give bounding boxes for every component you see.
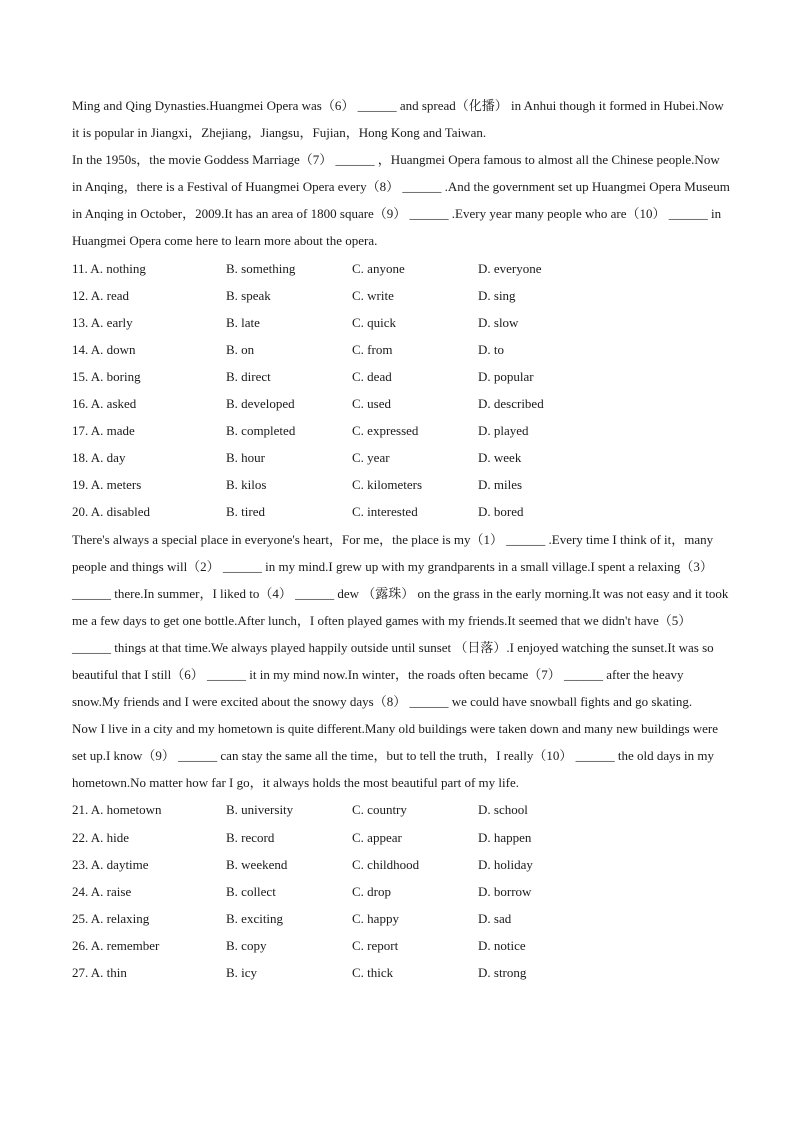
question-row — [72, 444, 732, 471]
option-d: D. happen — [478, 829, 532, 845]
option-c: C. childhood — [352, 856, 420, 872]
option-b: B. hour — [226, 450, 265, 466]
option-a: 24. A. raise — [72, 883, 132, 899]
option-a: 20. A. disabled — [72, 504, 150, 520]
option-c: C. anyone — [352, 260, 405, 276]
question-row — [72, 796, 732, 823]
option-c: C. drop — [352, 883, 391, 899]
option-b: B. tired — [226, 504, 265, 520]
question-list-11-20 — [72, 255, 732, 526]
option-d: D. strong — [478, 965, 527, 980]
option-b: B. copy — [226, 937, 267, 953]
option-b: B. weekend — [226, 856, 288, 872]
document-page — [72, 92, 732, 986]
option-b: B. record — [226, 829, 275, 845]
option-a: 26. A. remember — [72, 937, 160, 953]
option-d: D. notice — [478, 937, 526, 953]
option-c: C. kilometers — [352, 477, 423, 493]
option-a: 15. A. boring — [72, 368, 141, 384]
question-row — [72, 905, 732, 932]
option-d: D. holiday — [478, 856, 533, 872]
question-row — [72, 309, 732, 336]
option-d: D. sad — [478, 910, 512, 926]
option-c: C. happy — [352, 910, 399, 926]
option-b: B. kilos — [226, 477, 267, 493]
option-b: B. speak — [226, 287, 271, 303]
option-d: D. described — [478, 396, 544, 412]
option-a: 25. A. relaxing — [72, 910, 150, 926]
option-b: B. late — [226, 314, 260, 330]
option-c: C. expressed — [352, 423, 419, 439]
option-d: D. to — [478, 341, 504, 357]
option-c: C. dead — [352, 368, 392, 384]
option-a: 27. A. thin — [72, 965, 127, 980]
option-a: 22. A. hide — [72, 829, 130, 845]
option-d: D. everyone — [478, 260, 542, 276]
option-c: C. thick — [352, 965, 394, 980]
question-row — [72, 471, 732, 498]
option-a: 17. A. made — [72, 423, 135, 439]
option-b: B. university — [226, 802, 294, 818]
passage2-paragraph-1: There's always a special place in everyone's heart，For me，the place is my（1） ______ .Every time I think of it，many people and things will（2） ______ in my mind.I grew up with my grandparents in a small village.I spent a relaxing（3） ______ there.In summer，I liked to（4） ______ dew （露珠） on the grass in the early morning.It was not easy and it took me a few days to get one bottle.After lunch，I often played games with my friends.It seemed that we didn't have（5） ______ things at that time.We always played happily outside until sunset （日落）.I enjoyed watching the sunset.It was so beautiful that I still（6） ______ it in my mind now.In winter，the roads often became（7） ______ after the heavy snow.My friends and I were excited about the snowy days（8） ______ we could have snowball fights and go skating. — [72, 531, 729, 710]
option-a: 21. A. hometown — [72, 802, 162, 818]
option-c: C. country — [352, 802, 407, 818]
question-row — [72, 824, 732, 851]
option-c: C. write — [352, 287, 394, 303]
question-row — [72, 255, 732, 282]
option-b: B. exciting — [226, 910, 284, 926]
question-row — [72, 336, 732, 363]
option-d: D. school — [478, 802, 528, 818]
question-list-21-27 — [72, 796, 732, 986]
option-c: C. from — [352, 341, 393, 357]
question-row — [72, 851, 732, 878]
option-a: 18. A. day — [72, 450, 126, 466]
option-b: B. collect — [226, 883, 276, 899]
question-row — [72, 932, 732, 959]
option-d: D. borrow — [478, 883, 532, 899]
option-d: D. slow — [478, 314, 519, 330]
option-c: C. year — [352, 450, 390, 466]
option-b: B. something — [226, 260, 296, 276]
option-a: 19. A. meters — [72, 477, 142, 493]
option-d: D. bored — [478, 504, 524, 520]
option-a: 23. A. daytime — [72, 856, 149, 872]
option-a: 13. A. early — [72, 314, 133, 330]
option-b: B. on — [226, 341, 255, 357]
option-a: 16. A. asked — [72, 396, 137, 412]
option-d: D. sing — [478, 287, 516, 303]
option-b: B. direct — [226, 368, 271, 384]
option-d: D. week — [478, 450, 522, 466]
question-row — [72, 417, 732, 444]
option-d: D. popular — [478, 368, 534, 384]
option-a: 11. A. nothing — [72, 260, 146, 276]
question-row — [72, 878, 732, 905]
option-b: B. developed — [226, 396, 295, 412]
option-b: B. icy — [226, 965, 258, 980]
option-c: C. quick — [352, 314, 397, 330]
question-row — [72, 498, 732, 525]
option-c: C. appear — [352, 829, 402, 845]
passage2-paragraph-2: Now I live in a city and my hometown is quite different.Many old buildings were taken down and many new buildings were set up.I know（9） ______ can stay the same all the time，but to tell the truth，I really（10） ______ the old days in my hometown.No matter how far I go，it always holds the most beautiful part of my life. — [72, 721, 719, 791]
passage1-paragraph-2: In the 1950s，the movie Goddess Marriage（7） ______ ，Huangmei Opera famous to almost all the Chinese people.Now in Anqing，there is a Festival of Huangmei Opera every（8） ______ .And the government set up Huangmei Opera Museum in Anqing in October，2009.It has an area of 1800 square（9） ______ .Every year many people who are（10） ______ in Huangmei Opera come here to learn more about the opera. — [72, 152, 730, 249]
option-b: B. completed — [226, 423, 296, 439]
question-row — [72, 282, 732, 309]
option-a: 14. A. down — [72, 341, 136, 357]
question-row — [72, 959, 732, 986]
question-row — [72, 363, 732, 390]
option-c: C. report — [352, 937, 399, 953]
option-d: D. miles — [478, 477, 523, 493]
question-row — [72, 390, 732, 417]
option-a: 12. A. read — [72, 287, 130, 303]
passage1-paragraph-1: Ming and Qing Dynasties.Huangmei Opera was（6） ______ and spread（化播） in Anhui though it formed in Hubei.Now it is popular in Jiangxi，Zhejiang，Jiangsu，Fujian，Hong Kong and Taiwan. — [72, 98, 724, 141]
option-d: D. played — [478, 423, 529, 439]
option-c: C. interested — [352, 504, 418, 520]
option-c: C. used — [352, 396, 391, 412]
